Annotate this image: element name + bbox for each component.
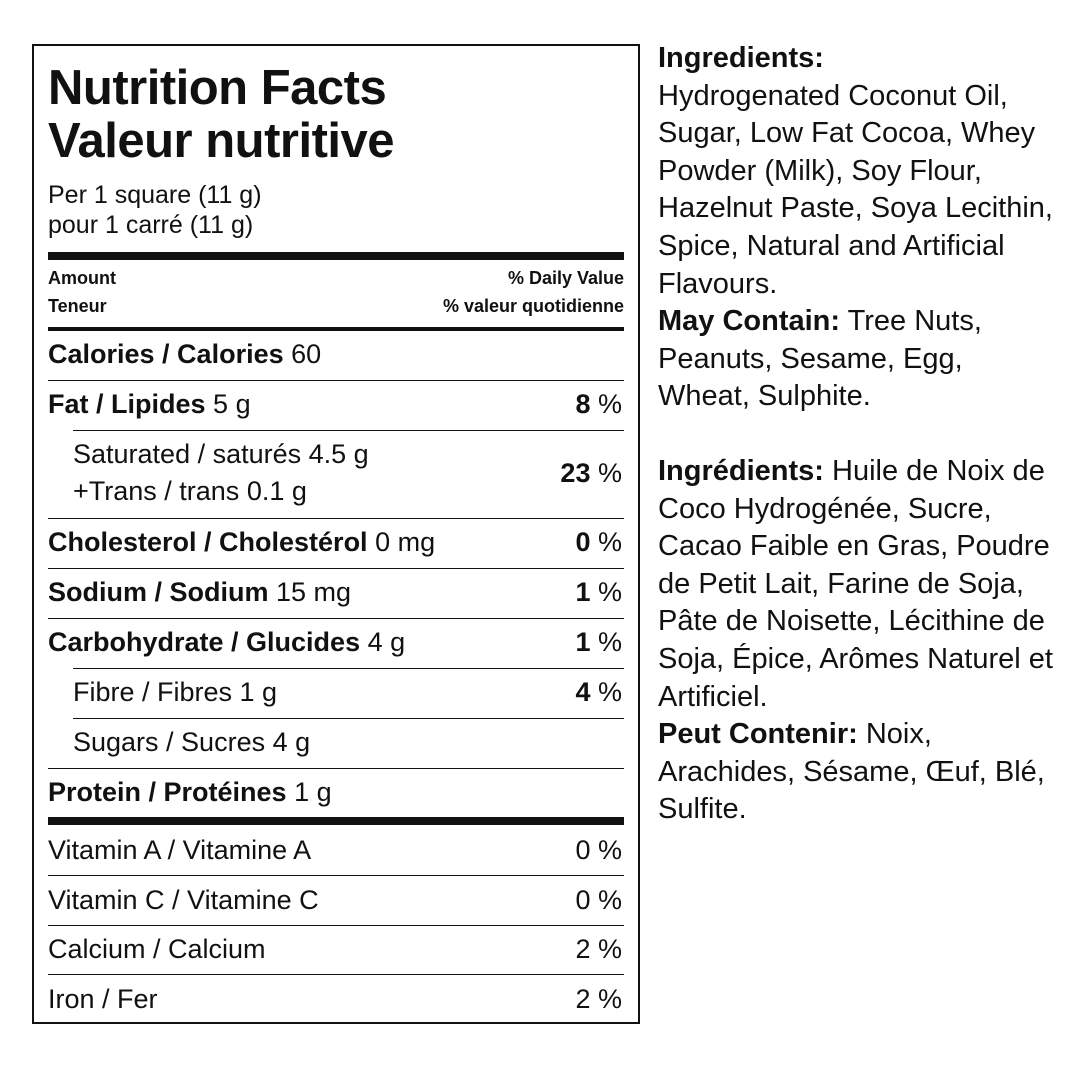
vitamin-c-label: Vitamin C / Vitamine C [48,885,319,915]
fat-dv: 8 [575,389,591,419]
may-contain-heading: May Contain: [658,305,841,338]
iron-dv: 2 % [575,984,622,1014]
title-english: Nutrition Facts [48,61,387,115]
divider [48,618,624,619]
trans-label: +Trans / trans 0.1 g [73,476,307,506]
vitamin-a-dv: 0 % [575,835,622,865]
ingredients-text-en: Hydrogenated Coconut Oil, Sugar, Low Fat Cocoa, Whey Powder (Milk), Soy Flour, Hazelnut Paste, Soya Lecithin, Spice, Natural and Artificial Flavours. [658,79,1053,300]
ingredients-english [658,40,1060,416]
saturated-label: Saturated / saturés 4.5 g [73,439,369,469]
ingredients-heading-fr: Ingrédients: [658,454,824,487]
calories-value: 60 [291,339,322,369]
carbohydrate-label: Carbohydrate / Glucides [48,627,361,657]
cholesterol-label: Cholesterol / Cholestérol [48,527,368,557]
fibre-label: Fibre / Fibres 1 g [73,677,278,707]
calcium-label: Calcium / Calcium [48,934,266,964]
peut-contenir-text: Noix, Arachides, Sésame, Œuf, Blé, Sulfite. [658,718,1045,826]
cholesterol-value: 0 mg [375,527,436,557]
fat-label: Fat / Lipides [48,389,206,419]
sodium-dv: 1 [575,577,591,607]
peut-contenir-heading: Peut Contenir: [658,718,858,751]
saturated-dv: 23 [560,458,591,488]
thick-divider [48,252,624,260]
fat-dv-unit: % [597,389,622,419]
serving-english: Per 1 square (11 g) [48,181,262,209]
sodium-dv-unit: % [597,577,622,607]
divider [48,925,624,926]
divider [48,518,624,519]
divider [48,974,624,975]
sodium-label: Sodium / Sodium [48,577,269,607]
medium-divider [48,327,624,331]
divider [48,380,624,381]
divider [73,668,624,669]
column-header [48,264,624,320]
divider [48,768,624,769]
daily-value-label: % Daily Value [507,268,624,288]
cholesterol-dv: 0 [575,527,591,557]
cholesterol-dv-unit: % [597,527,622,557]
vitamin-c-dv: 0 % [575,885,622,915]
iron-label: Iron / Fer [48,984,158,1014]
protein-label: Protein / Protéines [48,777,287,807]
divider [48,568,624,569]
teneur-label: Teneur [48,296,107,316]
protein-value: 1 g [294,777,332,807]
nutrition-facts-panel [32,44,640,1024]
carbohydrate-dv-unit: % [597,627,622,657]
fibre-dv: 4 [575,677,591,707]
thick-divider [48,817,624,825]
divider [73,718,624,719]
valeur-quotidienne-label: % valeur quotidienne [442,296,624,316]
calories-label: Calories / Calories [48,339,284,369]
amount-label: Amount [48,268,116,288]
saturated-trans-row [48,436,624,516]
ingredients-section [658,40,1060,829]
serving-size [48,180,262,240]
sodium-value: 15 mg [276,577,352,607]
nutrition-title [48,62,394,168]
ingredients-heading-en: Ingredients: [658,42,824,74]
spacer [658,416,1060,453]
calcium-dv: 2 % [575,934,622,964]
title-french: Valeur nutritive [48,114,395,168]
divider [73,430,624,431]
carbohydrate-value: 4 g [367,627,406,657]
carbohydrate-dv: 1 [575,627,591,657]
sugars-label: Sugars / Sucres 4 g [73,727,311,757]
fat-value: 5 g [213,389,251,419]
serving-french: pour 1 carré (11 g) [48,211,254,239]
divider [48,875,624,876]
ingredients-text-fr: Huile de Noix de Coco Hydrogénée, Sucre, Cacao Faible en Gras, Poudre de Petit Lait, Farine de Soja, Pâte de Noisette, Lécithine de Soja, Épice, Arômes Naturel et Artificiel. [658,454,1053,713]
vitamin-a-label: Vitamin A / Vitamine A [48,835,312,865]
saturated-dv-unit: % [597,458,622,488]
fibre-dv-unit: % [597,677,622,707]
may-contain-text: Tree Nuts, Peanuts, Sesame, Egg, Wheat, Sulphite. [658,305,982,413]
ingredients-french [658,453,1060,829]
